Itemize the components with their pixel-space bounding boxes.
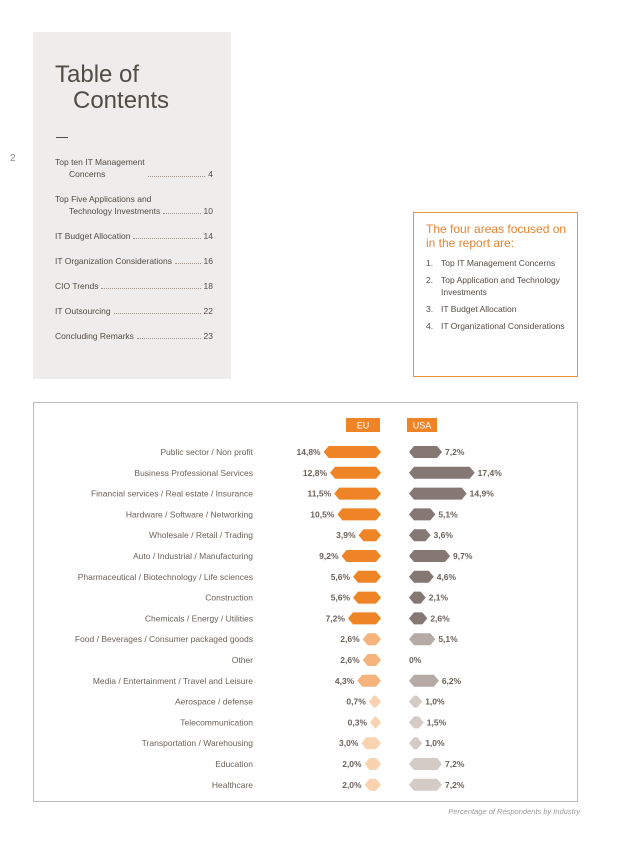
usa-bar — [409, 737, 422, 749]
category-label: Education — [215, 759, 253, 769]
toc-entry-title-cont: Concerns — [69, 169, 106, 179]
eu-value-label: 2,6% — [340, 655, 360, 665]
eu-bar — [348, 612, 381, 624]
toc-entry-page: 14 — [203, 231, 213, 241]
usa-value-label: 7,2% — [445, 759, 465, 769]
toc-entry[interactable] — [55, 156, 213, 180]
usa-bar — [409, 508, 435, 520]
focus-area-number: 2. — [426, 275, 434, 285]
usa-value-label: 2,1% — [428, 592, 449, 603]
focus-area-item — [426, 274, 574, 298]
category-label: Media / Entertainment / Travel and Leisure — [92, 675, 253, 686]
usa-bar — [409, 696, 422, 708]
toc-leader-dots — [137, 338, 201, 339]
focus-area-text: IT Organizational Considerations — [441, 321, 565, 331]
eu-bar — [357, 675, 381, 687]
eu-bar — [330, 467, 381, 479]
eu-bar — [365, 758, 381, 770]
eu-bar — [365, 779, 381, 791]
category-label: Financial services / Real estate / Insurance — [90, 488, 253, 499]
focus-areas-title: The four areas focused on in the report are: — [426, 222, 567, 250]
eu-bar — [369, 696, 381, 708]
category-label: Auto / Industrial / Manufacturing — [132, 551, 253, 561]
eu-value-label: 2,0% — [342, 779, 362, 790]
focus-area-number: 1. — [426, 258, 434, 268]
focus-area-text: IT Budget Allocation — [441, 304, 517, 314]
category-label: Public sector / Non profit — [160, 447, 253, 457]
eu-value-label: 4,3% — [334, 675, 355, 686]
toc-leader-dots — [175, 263, 201, 264]
eu-bar — [324, 446, 381, 458]
toc-entry-page: 18 — [203, 281, 213, 291]
chart-caption: Percentage of Respondents by Industry — [448, 807, 580, 816]
focus-area-number: 4. — [426, 321, 434, 331]
usa-value-label: 5,1% — [438, 634, 458, 645]
eu-value-label: 14,8% — [296, 447, 321, 457]
eu-value-label: 5,6% — [330, 571, 351, 582]
usa-value-label: 7,2% — [445, 447, 465, 457]
legend-eu-label: EU — [356, 420, 370, 431]
eu-value-label: 10,5% — [310, 509, 335, 520]
usa-bar — [409, 529, 431, 541]
category-label: Aerospace / defense — [175, 696, 253, 707]
toc-leader-dots — [101, 288, 200, 289]
table-of-contents — [33, 32, 231, 379]
focus-area-item — [426, 257, 574, 269]
usa-value-label: 17,4% — [477, 467, 502, 478]
usa-bar — [409, 488, 467, 500]
toc-divider — [56, 137, 68, 138]
usa-bar — [409, 446, 442, 458]
usa-bar — [409, 592, 426, 604]
usa-value-label: 6,2% — [441, 675, 462, 686]
toc-entry-page: 10 — [203, 206, 213, 216]
toc-leader-dots — [114, 313, 201, 314]
usa-bar — [409, 571, 434, 583]
legend-usa-label: USA — [412, 420, 432, 431]
usa-value-label: 9,7% — [453, 551, 473, 561]
category-label: Food / Beverages / Consumer packaged goods — [74, 634, 253, 645]
usa-value-label: 4,6% — [436, 571, 457, 582]
focus-areas-list — [426, 257, 574, 337]
toc-entry-title: Top Five Applications and — [55, 194, 152, 204]
eu-value-label: 11,5% — [307, 488, 332, 499]
page-number: 2 — [10, 153, 16, 164]
category-label: Healthcare — [211, 779, 253, 790]
usa-value-label: 2,6% — [430, 613, 450, 624]
toc-entry-page: 16 — [203, 256, 213, 266]
toc-title — [55, 62, 169, 114]
toc-title-line1: Table of — [55, 61, 140, 88]
toc-list — [55, 156, 213, 355]
eu-bar — [353, 571, 381, 583]
eu-value-label: 7,2% — [325, 613, 345, 624]
eu-bar — [337, 508, 381, 520]
category-label: Construction — [205, 592, 253, 603]
toc-entry[interactable] — [55, 193, 213, 217]
eu-value-label: 12,8% — [302, 467, 328, 478]
focus-area-item — [426, 320, 574, 332]
category-label: Chemicals / Energy / Utilities — [144, 613, 253, 624]
eu-value-label: 0,3% — [347, 717, 368, 728]
eu-bar — [334, 488, 381, 500]
category-label: Wholesale / Retail / Trading — [149, 530, 253, 541]
eu-bar — [363, 633, 381, 645]
eu-bar — [342, 550, 381, 562]
focus-area-number: 3. — [426, 304, 434, 314]
category-label: Other — [231, 655, 253, 665]
usa-value-label: 3,6% — [433, 530, 453, 541]
usa-bar — [409, 467, 475, 479]
usa-value-label: 1,0% — [425, 696, 445, 707]
usa-bar — [409, 758, 442, 770]
category-label: Business Professional Services — [134, 467, 253, 478]
usa-bar — [409, 675, 439, 687]
toc-entry[interactable] — [55, 330, 213, 342]
usa-bar — [409, 779, 442, 791]
industry-chart-svg — [34, 403, 577, 801]
toc-leader-dots — [163, 213, 200, 214]
toc-entry-title: IT Organization Considerations — [55, 256, 173, 266]
toc-entry-title-cont: Technology Investments — [69, 206, 161, 216]
eu-bar — [370, 716, 381, 728]
usa-bar — [409, 550, 450, 562]
toc-entry[interactable] — [55, 280, 213, 292]
focus-area-text: Top Application and Technology Investments — [441, 275, 560, 297]
eu-bar — [363, 654, 381, 666]
toc-entry-page: 4 — [208, 169, 213, 179]
category-label: Hardware / Software / Networking — [125, 509, 253, 520]
focus-area-item — [426, 303, 574, 315]
usa-bar — [409, 633, 435, 645]
toc-leader-dots — [133, 238, 200, 239]
toc-entry-page: 22 — [203, 306, 213, 316]
eu-value-label: 3,9% — [336, 530, 356, 541]
industry-chart — [33, 402, 578, 802]
focus-area-text: Top IT Management Concerns — [441, 258, 556, 268]
eu-bar — [359, 529, 381, 541]
eu-value-label: 3,0% — [339, 738, 359, 749]
toc-entry[interactable] — [55, 230, 213, 242]
focus-areas-box — [413, 212, 578, 377]
eu-bar — [361, 737, 381, 749]
toc-entry-title: IT Budget Allocation — [55, 231, 131, 241]
toc-entry-title: IT Outsourcing — [55, 306, 111, 316]
toc-title-line2: Contents — [73, 87, 170, 114]
toc-entry-title: Concluding Remarks — [55, 331, 134, 341]
usa-bar — [409, 716, 424, 728]
usa-value-label: 1,5% — [426, 717, 447, 728]
usa-value-label: 1,0% — [425, 738, 445, 749]
toc-entry[interactable] — [55, 305, 213, 317]
category-label: Transportation / Warehousing — [141, 738, 253, 749]
eu-value-label: 2,6% — [340, 634, 360, 645]
usa-value-label: 5,1% — [438, 509, 458, 520]
usa-bar — [409, 612, 427, 624]
usa-value-label: 7,2% — [445, 779, 465, 790]
eu-value-label: 5,6% — [330, 592, 351, 603]
toc-entry-title: Top ten IT Management — [55, 157, 145, 167]
category-label: Pharmaceutical / Biotechnology / Life sciences — [77, 571, 253, 582]
eu-value-label: 2,0% — [342, 759, 362, 769]
toc-entry-title: CIO Trends — [55, 281, 99, 291]
eu-bar — [353, 592, 381, 604]
category-label: Telecommunication — [180, 717, 253, 728]
toc-leader-dots — [148, 176, 206, 177]
usa-value-label: 0% — [409, 655, 422, 665]
usa-value-label: 14,9% — [469, 488, 494, 499]
toc-entry[interactable] — [55, 255, 213, 267]
eu-value-label: 9,2% — [319, 551, 339, 561]
eu-value-label: 0,7% — [346, 696, 366, 707]
toc-entry-page: 23 — [203, 331, 213, 341]
